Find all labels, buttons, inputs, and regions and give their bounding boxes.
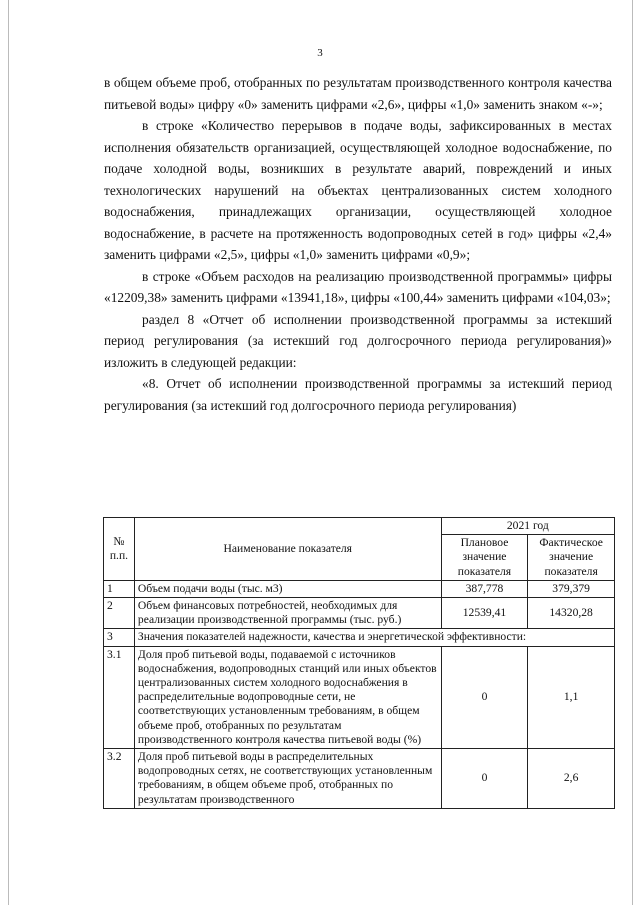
table-section-row [104, 629, 615, 646]
row-num: 3 [104, 629, 135, 646]
row-planned: 0 [441, 749, 528, 809]
row-actual: 1,1 [528, 646, 615, 748]
header-year: 2021 год [441, 518, 614, 535]
row-name: Объем подачи воды (тыс. м3) [134, 580, 441, 597]
row-planned: 387,778 [441, 580, 528, 597]
row-actual: 14320,28 [528, 598, 615, 629]
table-row [104, 749, 615, 809]
paragraph-5: «8. Отчет об исполнении производственной программы за истекший период регулирования (за истекший год долгосрочного периода регулирования) [104, 376, 612, 413]
table-row [104, 580, 615, 597]
table-header-row [104, 518, 615, 535]
row-num: 1 [104, 580, 135, 597]
page-number: 3 [317, 47, 323, 59]
row-actual: 379,379 [528, 580, 615, 597]
paragraph-1: в общем объеме проб, отобранных по результатам производственного контроля качества питьевой воды» цифру «0» заменить цифрами «2,6», цифры «1,0» заменить знаком «-»; [104, 75, 612, 112]
section-title: Значения показателей надежности, качества и энергетической эффективности: [134, 629, 614, 646]
header-name: Наименование показателя [134, 518, 441, 581]
row-name: Доля проб питьевой воды, подаваемой с источников водоснабжения, водопроводных станций или иных объектов централизованных систем холодного водоснабжения в распределительные водопроводные сети, не соответствующих установленным требованиям, в общем объеме проб, отобранных по результатам производственного контроля качества питьевой воды (%) [134, 646, 441, 748]
row-planned: 12539,41 [441, 598, 528, 629]
row-num: 2 [104, 598, 135, 629]
header-num: № п.п. [104, 518, 135, 581]
row-planned: 0 [441, 646, 528, 748]
scan-edge-left [8, 0, 9, 905]
header-actual: Фактическое значение показателя [528, 535, 615, 581]
table-row [104, 646, 615, 748]
row-actual: 2,6 [528, 749, 615, 809]
row-name: Объем финансовых потребностей, необходимых для реализации производственной программы (тыс. руб.) [134, 598, 441, 629]
row-name: Доля проб питьевой воды в распределительных водопроводных сетях, не соответствующих установленным требованиям, в общем объеме проб, отобранных по результатам производственного [134, 749, 441, 809]
document-body [104, 72, 612, 416]
paragraph-3: в строке «Объем расходов на реализацию производственной программы» цифры «12209,38» заменить цифрами «13941,18», цифры «100,44» заменить цифрами «104,03»; [104, 268, 612, 305]
report-table [103, 517, 615, 809]
header-planned: Плановое значение показателя [441, 535, 528, 581]
paragraph-4: раздел 8 «Отчет об исполнении производственной программы за истекший период регулирования (за истекший год долгосрочного периода регулирования)» изложить в следующей редакции: [104, 311, 612, 370]
table-row [104, 598, 615, 629]
row-num: 3.2 [104, 749, 135, 809]
scan-edge-right [632, 0, 633, 905]
paragraph-2: в строке «Количество перерывов в подаче воды, зафиксированных в местах исполнения обязательств организацией, осуществляющей холодное водоснабжение, по подаче холодной воды, возникших в результате аварий, повреждений и иных технологических нарушений на объектах централизованных систем холодного водоснабжения, принадлежащих организации, осуществляющей холодное водоснабжение, в расчете на протяженность водопроводных сетей в год» цифры «2,4» заменить цифрами «2,5», цифры «1,0» заменить цифрами «0,9»; [104, 118, 612, 262]
row-num: 3.1 [104, 646, 135, 748]
